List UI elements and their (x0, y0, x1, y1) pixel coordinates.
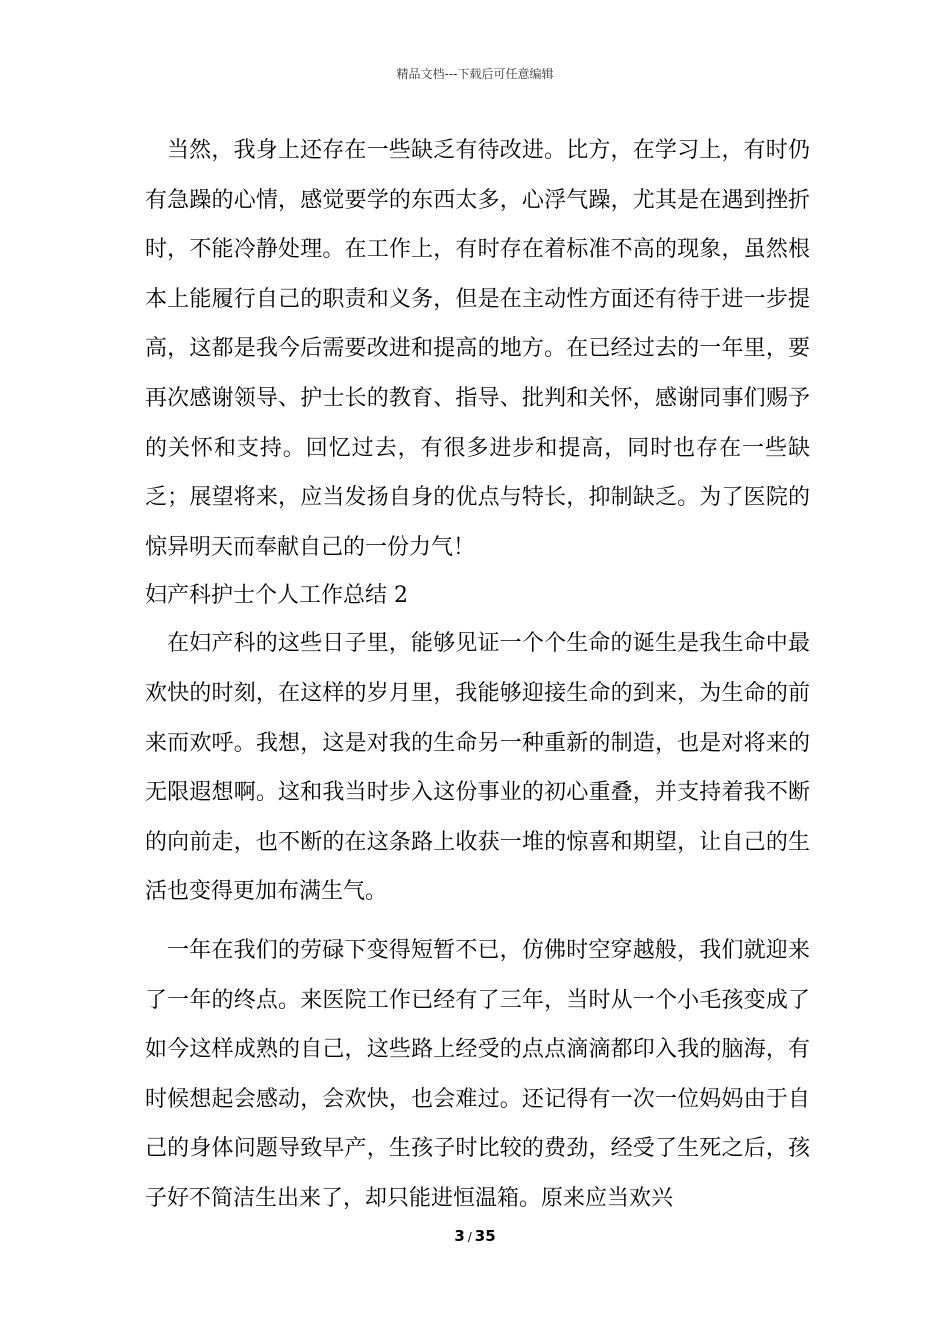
paragraph-1: 当然，我身上还存在一些缺乏有待改进。比方，在学习上，有时仍有急躁的心情，感觉要学的东西太多，心浮气躁，尤其是在遇到挫折时，不能冷静处理。在工作上，有时存在着标准不高的现象，虽然根本上能履行自己的职责和义务，但是在主动性方面还有待于进一步提高，这都是我今后需要改进和提高的地方。在已经过去的一年里，要再次感谢领导、护士长的教育、指导、批判和关怀，感谢同事们赐予的关怀和支持。回忆过去，有很多进步和提高，同时也存在一些缺乏；展望将来，应当发扬自身的优点与特长，抑制缺乏。为了医院的惊异明天而奉献自己的一份力气！ (145, 138, 810, 560)
document-body (145, 126, 810, 1223)
paragraph-3: 一年在我们的劳碌下变得短暂不已，仿佛时空穿越般，我们就迎来了一年的终点。来医院工作已经有了三年，当时从一个小毛孩变成了如今这样成熟的自己，这些路上经受的点点滴滴都印入我的脑海，有时候想起会感动，会欢快，也会难过。还记得有一次一位妈妈由于自己的身体问题导致早产，生孩子时比较的费劲，经受了生死之后，孩子好不简洁生出来了，却只能进恒温箱。原来应当欢兴 (145, 937, 810, 1211)
current-page-number: 3 (454, 1227, 465, 1245)
total-pages-number: 35 (474, 1227, 496, 1245)
page-number (0, 1226, 950, 1247)
section-heading: 妇产科护士个人工作总结 2 (145, 583, 408, 609)
page-header: 精品文档---下载后可任意编辑 (396, 67, 554, 81)
page-separator: / (467, 1230, 472, 1244)
paragraph-2: 在妇产科的这些日子里，能够见证一个个生命的诞生是我生命中最欢快的时刻，在这样的岁月里，我能够迎接生命的到来，为生命的前来而欢呼。我想，这是对我的生命另一种重新的制造，也是对将来的无限遐想啊。这和我当时步入这份事业的初心重叠，并支持着我不断的向前走，也不断的在这条路上收获一堆的惊喜和期望，让自己的生活也变得更加布满生气。 (145, 631, 810, 905)
